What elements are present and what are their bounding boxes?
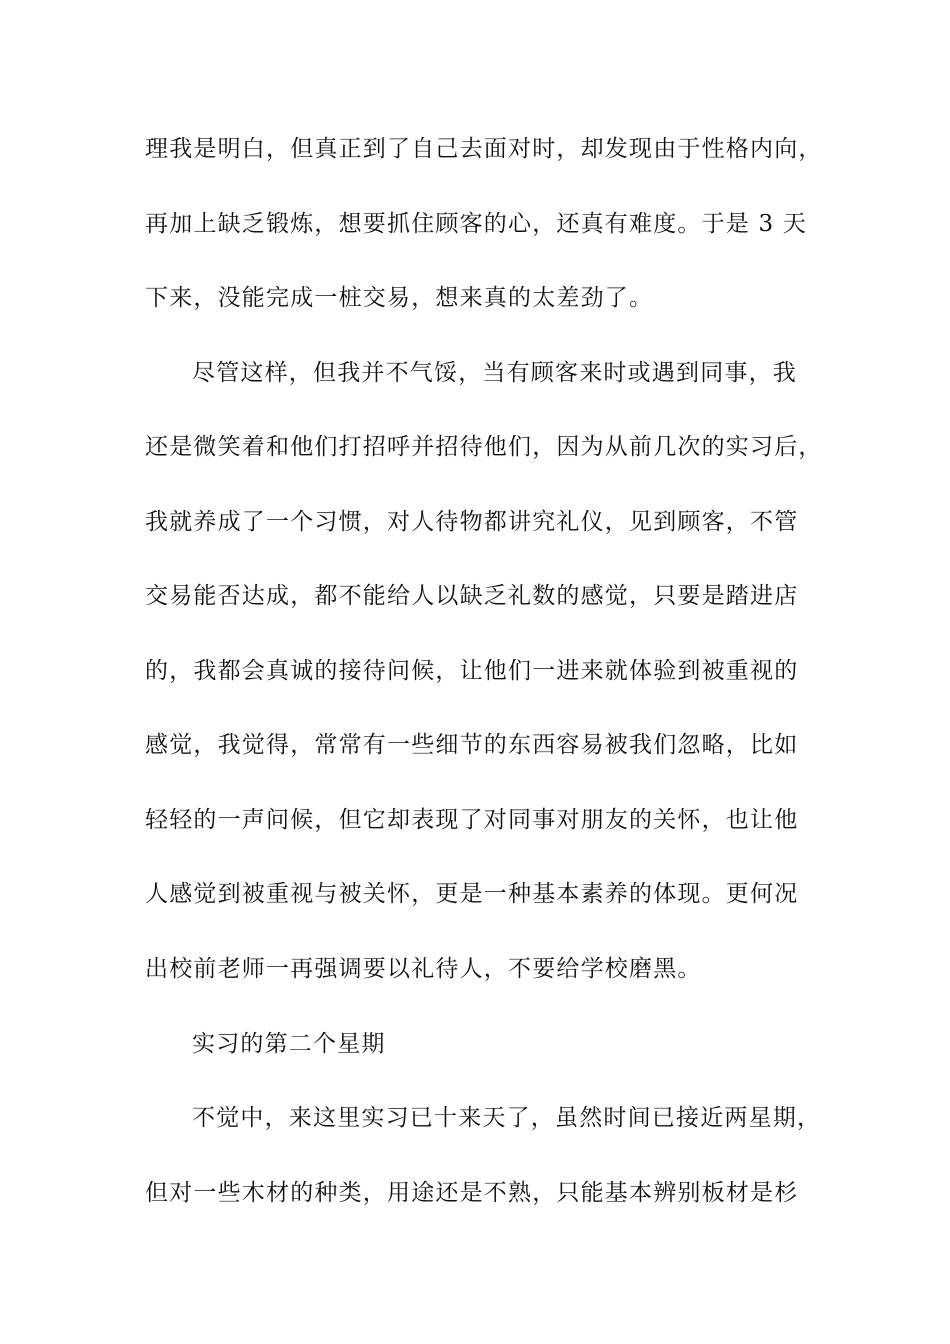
text-line: 理我是明白，但真正到了自己去面对时，却发现由于性格内向， — [145, 136, 823, 162]
paragraph-first-line: 尽管这样，但我并不气馁，当有顾客来时或遇到同事，我 — [192, 360, 797, 386]
text-line: 但对一些木材的种类，用途还是不熟，只能基本辨别板材是杉 — [145, 1180, 799, 1206]
paragraph-first-line: 不觉中，来这里实习已十来天了，虽然时间已接近两星期， — [192, 1105, 822, 1131]
section-heading: 实习的第二个星期 — [192, 1031, 386, 1057]
text-line: 人感觉到被重视与被关怀，更是一种基本素养的体现。更何况 — [145, 881, 799, 907]
text-line: 还是微笑着和他们打招呼并招待他们，因为从前几次的实习后， — [145, 434, 823, 460]
text-line: 下来，没能完成一桩交易，想来真的太差劲了。 — [145, 285, 654, 311]
text-line: 再加上缺乏锻炼，想要抓住顾客的心，还真有难度。于是 3 天 — [145, 211, 808, 237]
text-line: 交易能否达成，都不能给人以缺乏礼数的感觉，只要是踏进店 — [145, 583, 799, 609]
text-line: 的，我都会真诚的接待问候，让他们一进来就体验到被重视的 — [145, 658, 799, 684]
text-line: 出校前老师一再强调要以礼待人，不要给学校磨黑。 — [145, 956, 702, 982]
text-line: 轻轻的一声问候，但它却表现了对同事对朋友的关怀，也让他 — [145, 807, 799, 833]
text-line: 我就养成了一个习惯，对人待物都讲究礼仪，见到顾客，不管 — [145, 509, 799, 535]
text-line: 感觉，我觉得，常常有一些细节的东西容易被我们忽略，比如 — [145, 732, 799, 758]
